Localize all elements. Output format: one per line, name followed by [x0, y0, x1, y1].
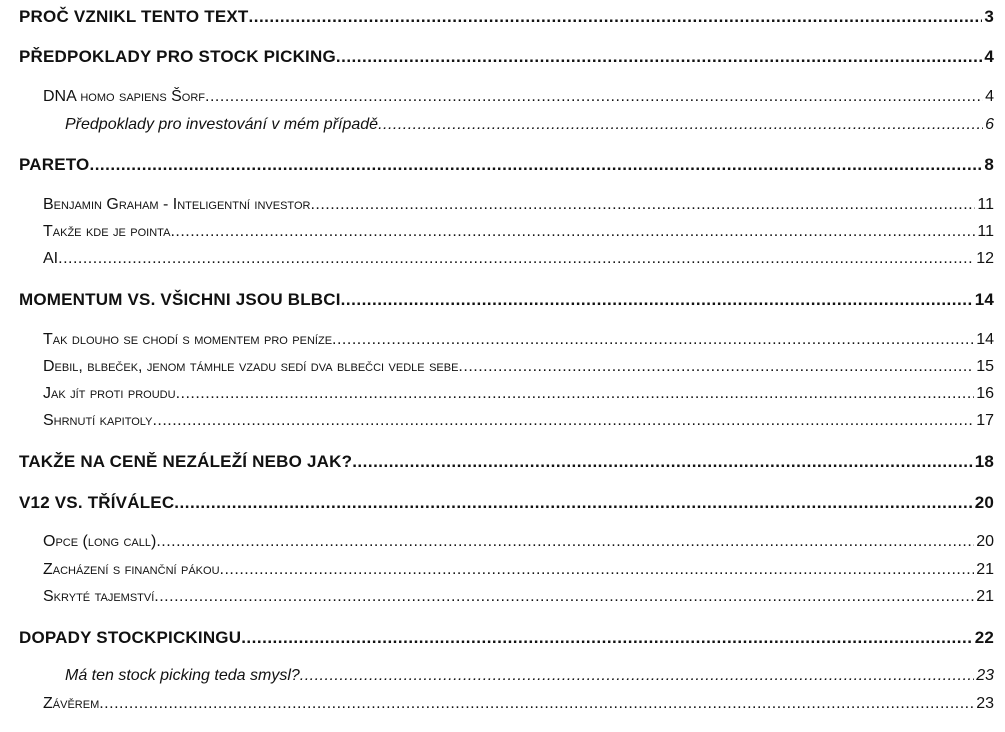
- toc-entry-momentum[interactable]: [19, 290, 994, 310]
- toc-dot-leader: [341, 290, 973, 310]
- toc-page-number: 12: [976, 250, 994, 267]
- toc-dot-leader: [458, 358, 974, 376]
- toc-entry-title: MOMENTUM VS. VŠICHNI JSOU BLBCI: [19, 290, 341, 309]
- toc-page-number: 18: [974, 452, 994, 471]
- toc-dot-leader: [220, 561, 975, 579]
- toc-entry-title: V12 VS. TŘÍVÁLEC: [19, 493, 175, 512]
- toc-dot-leader: [336, 47, 982, 67]
- toc-entry-predpoklady[interactable]: [19, 47, 994, 67]
- toc-page-number: 17: [976, 412, 994, 429]
- toc-dot-leader: [174, 493, 972, 513]
- toc-dot-leader: [310, 196, 975, 214]
- toc-entry-tak-dlouho[interactable]: [43, 331, 994, 349]
- toc-dot-leader: [152, 412, 974, 430]
- toc-entry-title: PARETO: [19, 155, 90, 174]
- toc-entry-jak-jit-proti-proudu[interactable]: [43, 385, 994, 403]
- toc-page-number: 22: [974, 628, 994, 647]
- toc-dot-leader: [332, 331, 974, 349]
- toc-page-number: 11: [977, 223, 994, 240]
- toc-entry-proc-vznikl[interactable]: [19, 7, 994, 27]
- toc-entry-dopady-stockpickingu[interactable]: [19, 628, 994, 648]
- toc-entry-takze-na-cene[interactable]: [19, 452, 994, 472]
- toc-page-number: 4: [985, 88, 994, 105]
- toc-page-number: 11: [977, 196, 994, 213]
- toc-page-number: 4: [984, 47, 994, 66]
- toc-entry-title: TAKŽE NA CENĚ NEZÁLEŽÍ NEBO JAK?: [19, 452, 353, 471]
- toc-entry-title: PROČ VZNIKL TENTO TEXT: [19, 7, 249, 26]
- toc-entry-title: Zacházení s finanční pákou: [43, 561, 220, 578]
- toc-entry-title: Shrnutí kapitoly: [43, 412, 153, 429]
- toc-page-number: 23: [976, 695, 994, 712]
- toc-dot-leader: [176, 385, 975, 403]
- toc-entry-title: Opce (long call): [43, 533, 157, 550]
- toc-page-number: 8: [984, 155, 994, 174]
- toc-page-number: 3: [984, 7, 994, 26]
- toc-entry-debil-blbecek[interactable]: [43, 358, 994, 376]
- toc-dot-leader: [58, 250, 974, 268]
- toc-entry-takze-kde-je-pointa[interactable]: [43, 223, 994, 241]
- toc-entry-predpoklady-investovani[interactable]: [65, 116, 994, 134]
- toc-entry-title: DNA homo sapiens Šorf: [43, 88, 206, 105]
- toc-entry-benjamin-graham[interactable]: [43, 196, 994, 214]
- toc-page-number: 14: [976, 331, 994, 348]
- toc-dot-leader: [300, 667, 974, 685]
- toc-dot-leader: [205, 88, 983, 106]
- toc-page-number: 20: [976, 533, 994, 550]
- toc-dot-leader: [241, 628, 972, 648]
- toc-entry-title: DOPADY STOCKPICKINGU: [19, 628, 242, 647]
- toc-entry-title: PŘEDPOKLADY PRO STOCK PICKING: [19, 47, 336, 66]
- toc-page-number: 23: [976, 667, 994, 684]
- toc-dot-leader: [99, 695, 974, 713]
- toc-entry-title: Jak jít proti proudu: [43, 385, 176, 402]
- toc-entry-ma-ten-stock-picking[interactable]: [65, 667, 994, 685]
- toc-dot-leader: [352, 452, 973, 472]
- toc-entry-pareto[interactable]: [19, 155, 994, 175]
- toc-entry-title: Skryté tajemství: [43, 588, 155, 605]
- toc-entry-zaverem[interactable]: [43, 695, 994, 713]
- toc-dot-leader: [89, 155, 982, 175]
- toc-entry-title: Debil, blbeček, jenom támhle vzadu sedí dva blbečci vedle sebe: [43, 358, 459, 375]
- toc-dot-leader: [249, 7, 983, 27]
- toc-page-number: 20: [974, 493, 994, 512]
- toc-entry-title: Závěrem: [43, 695, 100, 712]
- toc-dot-leader: [378, 116, 983, 134]
- toc-entry-dna-homo-sapiens[interactable]: [43, 88, 994, 106]
- toc-page-number: 6: [985, 116, 994, 133]
- toc-entry-title: Předpoklady pro investování v mém případě: [65, 116, 379, 133]
- toc-entry-skryte-tajemstvi[interactable]: [43, 588, 994, 606]
- toc-entry-shrnuti-kapitoly[interactable]: [43, 412, 994, 430]
- toc-entry-title: Tak dlouho se chodí s momentem pro peníze: [43, 331, 333, 348]
- toc-entry-ai[interactable]: [43, 250, 994, 268]
- toc-entry-opce[interactable]: [43, 533, 994, 551]
- toc-entry-title: Benjamin Graham - Inteligentní investor: [43, 196, 311, 213]
- toc-entry-zachazeni-s-pakou[interactable]: [43, 561, 994, 579]
- toc-entry-title: Takže kde je pointa: [43, 223, 171, 240]
- toc-page-number: 21: [976, 561, 994, 578]
- toc-page-number: 14: [974, 290, 994, 309]
- toc-page-number: 15: [976, 358, 994, 375]
- toc-page-number: 16: [976, 385, 994, 402]
- toc-entry-title: AI: [43, 250, 59, 267]
- toc-dot-leader: [170, 223, 975, 241]
- toc-dot-leader: [154, 588, 974, 606]
- toc-page-number: 21: [976, 588, 994, 605]
- toc-entry-v12-vs-trivalec[interactable]: [19, 493, 994, 513]
- toc-dot-leader: [156, 533, 974, 551]
- toc-entry-title: Má ten stock picking teda smysl?: [65, 667, 300, 684]
